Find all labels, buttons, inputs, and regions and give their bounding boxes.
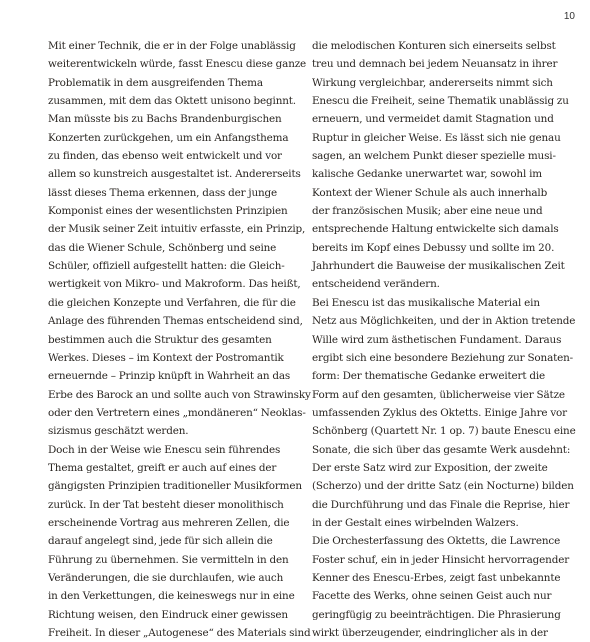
text-line: Form auf den gesamten, üblicherweise vier Sätze xyxy=(312,388,565,401)
text-line: Doch in der Weise wie Enescu sein führendes xyxy=(48,443,281,456)
text-line: Jahrhundert die Bauweise der musikalischen Zeit xyxy=(312,260,565,273)
text-line: oder den Vertretern eines „mondäneren“ Neoklas- xyxy=(48,406,306,419)
text-line: Schönberg (Quartett Nr. 1 op. 7) baute Enescu eine xyxy=(312,425,576,438)
text-line: Mit einer Technik, die er in der Folge unablässig xyxy=(48,40,296,52)
text-line: sizismus geschätzt werden. xyxy=(48,425,189,438)
text-line: Problematik in dem ausgreifenden Thema xyxy=(48,76,263,89)
text-line: lässt dieses Thema erkennen, dass der junge xyxy=(48,186,278,199)
text-line: in der Gestalt eines wirbelnden Walzers. xyxy=(312,516,519,529)
text-line: gängigsten Prinzipien traditioneller Musikformen xyxy=(48,480,302,493)
text-line: treu und demnach bei jedem Neuansatz in ihrer xyxy=(312,58,558,71)
text-line: geringfügig zu beeinträchtigen. Die Phrasierung xyxy=(312,608,561,621)
text-line: entscheidend verändern. xyxy=(312,278,440,291)
text-columns xyxy=(34,37,576,642)
text-line: Die Orchesterfassung des Oktetts, die Lawrence xyxy=(312,535,561,548)
text-line: erscheinende Vortrag aus mehreren Zellen, die xyxy=(48,516,290,529)
text-line: das die Wiener Schule, Schönberg und seine xyxy=(48,241,277,254)
text-line: der Musik seiner Zeit intuitiv erfasste, ein Prinzip, xyxy=(48,223,306,236)
text-line: Sonate, die sich über das gesamte Werk ausdehnt: xyxy=(312,443,571,456)
text-line: Thema gestaltet, greift er auch auf eines der xyxy=(48,461,277,474)
text-line: Wirkung vergleichbar, andererseits nimmt sich xyxy=(312,76,553,89)
text-line: zurück. In der Tat besteht dieser monolithisch xyxy=(48,498,284,511)
right-column xyxy=(298,37,576,642)
text-line: Ruptur in gleicher Weise. Es lässt sich nie genau xyxy=(312,131,561,144)
text-line: Foster schuf, ein in jeder Hinsicht hervorragender xyxy=(312,553,570,566)
text-line: Kontext der Wiener Schule als auch innerhalb xyxy=(312,186,548,199)
text-line: kalische Gedanke unerwartet war, sowohl im xyxy=(312,168,542,181)
text-line: darauf angelegt sind, jede für sich allein die xyxy=(48,535,273,548)
text-line: entsprechende Haltung entwickelte sich damals xyxy=(312,223,559,236)
text-line: weiterentwickeln würde, fasst Enescu diese ganze xyxy=(48,58,307,71)
text-line: Konzerten zurückgehen, um ein Anfangsthema xyxy=(48,131,289,144)
left-paragraph xyxy=(34,37,311,441)
text-line: die gleichen Konzepte und Verfahren, die für die xyxy=(48,296,296,309)
text-line: Wille wird zum ästhetischen Fundament. Daraus xyxy=(312,333,562,346)
text-line: allem so kunstreich ausgestaltet ist. Andererseits xyxy=(48,168,301,181)
text-line: Richtung weisen, den Eindruck einer gewissen xyxy=(48,608,288,621)
text-line: Anlage des führenden Themas entscheidend sind, xyxy=(48,315,303,328)
text-line: Enescu die Freiheit, seine Thematik unablässig zu xyxy=(312,95,569,108)
text-line: Erbe des Barock an und sollte auch von Strawinsky xyxy=(48,388,311,401)
text-line: erneuern, und vermeidet damit Stagnation und xyxy=(312,113,554,126)
text-line: Kenner des Enescu-Erbes, zeigt fast unbekannte xyxy=(312,571,561,584)
page-number: 10 xyxy=(563,11,575,22)
right-paragraph xyxy=(298,294,576,532)
text-line: Schüler, offiziell aufgestellt hatten: die Gleich- xyxy=(48,260,285,273)
text-line: form: Der thematische Gedanke erweitert die xyxy=(312,370,545,383)
text-line: Man müsste bis zu Bachs Brandenburgischen xyxy=(48,113,282,126)
text-line: Werkes. Dieses – im Kontext der Postromantik xyxy=(48,351,284,364)
text-line: Komponist eines der wesentlichsten Prinzipien xyxy=(48,205,288,218)
text-line: Veränderungen, die sie durchlaufen, wie auch xyxy=(48,571,284,584)
left-column xyxy=(34,37,311,642)
text-line: Der erste Satz wird zur Exposition, der zweite xyxy=(312,461,548,474)
right-paragraph xyxy=(298,37,569,294)
text-line: umfassenden Zyklus des Oktetts. Einige Jahre vor xyxy=(312,406,567,419)
text-line: in den Verkettungen, die keineswegs nur in eine xyxy=(48,590,295,603)
text-line: bestimmen auch die Struktur des gesamten xyxy=(48,333,272,346)
text-line: Freiheit. In dieser „Autogenese“ des Materials sind xyxy=(48,627,311,639)
text-line: der französischen Musik; aber eine neue und xyxy=(312,205,543,218)
text-line: wertigkeit von Mikro- und Makroform. Das heißt, xyxy=(48,278,301,291)
text-line: Netz aus Möglichkeiten, und der in Aktion tretende xyxy=(312,315,576,328)
text-line: sagen, an welchem Punkt dieser spezielle musi- xyxy=(312,150,556,163)
text-line: Führung zu übernehmen. Sie vermitteln in den xyxy=(48,553,289,566)
right-paragraph xyxy=(298,532,570,642)
text-line: bereits im Kopf eines Debussy und sollte im 20. xyxy=(312,241,555,254)
text-line: zusammen, mit dem das Oktett unisono beginnt. xyxy=(48,95,296,108)
text-line: Bei Enescu ist das musikalische Material ein xyxy=(312,296,540,309)
text-line: (Scherzo) und der dritte Satz (ein Nocturne) bilden xyxy=(312,480,574,493)
text-line: erneuernde – Prinzip knüpft in Wahrheit an das xyxy=(48,370,291,383)
text-line: ergibt sich eine besondere Beziehung zur Sonaten- xyxy=(312,351,574,364)
text-line: die Durchführung und das Finale die Reprise, hier xyxy=(312,498,570,511)
text-line: zu finden, das ebenso weit entwickelt und vor xyxy=(48,150,282,163)
text-line: wirkt überzeugender, eindringlicher als in der xyxy=(312,627,548,639)
left-paragraph xyxy=(34,441,311,642)
text-line: die melodischen Konturen sich einerseits selbst xyxy=(312,40,556,52)
text-line: Facette des Werks, ohne seinen Geist auch nur xyxy=(312,590,552,603)
